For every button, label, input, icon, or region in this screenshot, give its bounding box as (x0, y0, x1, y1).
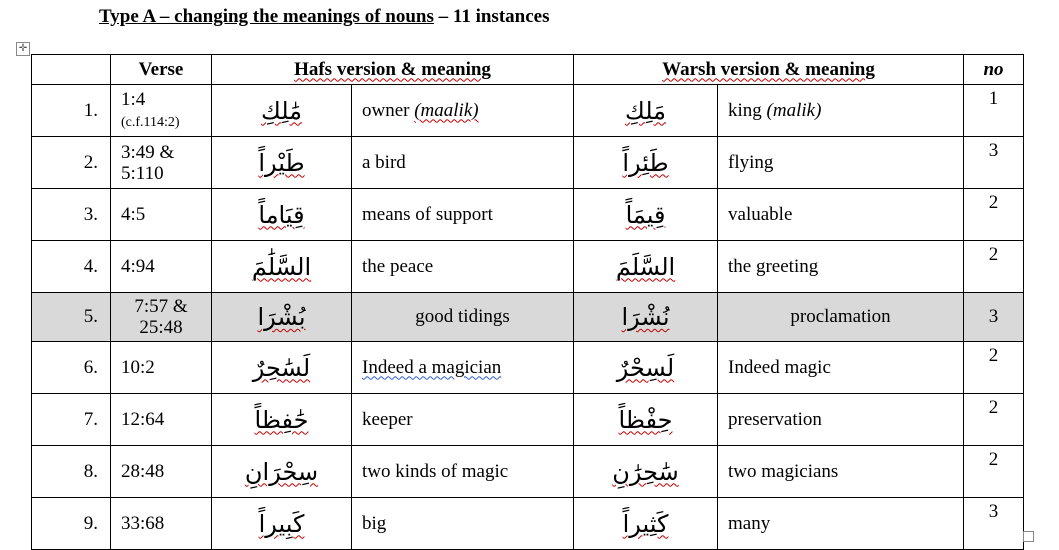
hafs-arabic-text: مَٰلِكِ (260, 96, 303, 125)
warsh-meaning (718, 137, 964, 189)
row-number: 6. (32, 342, 111, 394)
table-row (32, 189, 1024, 241)
warsh-arabic-text: طَئِراً (622, 148, 669, 177)
hafs-meaning (352, 394, 574, 446)
hafs-arabic-text: سِحْرَانِ (244, 457, 319, 486)
hafs-arabic-text: لَسَٰحِرٌ (252, 353, 311, 382)
warsh-meaning-text: king (728, 99, 767, 121)
hafs-arabic (212, 446, 352, 498)
hafs-meaning (352, 342, 574, 394)
verse-cell (111, 498, 212, 550)
hafs-meaning-text: two kinds of magic (362, 460, 509, 482)
warsh-meaning (718, 446, 964, 498)
verse-ref: 12:64 (121, 409, 165, 430)
hafs-arabic-text: قِيَاماً (258, 200, 305, 229)
row-number: 8. (32, 446, 111, 498)
hafs-arabic-text: السَّلَٰمَ (251, 252, 312, 281)
instance-count: 3 (964, 137, 1024, 189)
hafs-meaning-text: the peace (362, 255, 434, 277)
row-number: 7. (32, 394, 111, 446)
warsh-arabic-text: نُشْرَا (621, 303, 670, 331)
verse-cell (111, 293, 212, 342)
warsh-arabic (574, 446, 718, 498)
hafs-arabic (212, 342, 352, 394)
verse-ref-sub: (c.f.114:2) (121, 114, 180, 130)
warsh-meaning-text: Indeed magic (728, 356, 831, 378)
instance-count: 3 (964, 498, 1024, 550)
hafs-arabic (212, 85, 352, 137)
instance-count: 1 (964, 85, 1024, 137)
verse-ref-sub: 25:48 (139, 317, 183, 338)
table-row (32, 137, 1024, 189)
row-number: 2. (32, 137, 111, 189)
warsh-meaning (718, 394, 964, 446)
hafs-meaning (352, 189, 574, 241)
hafs-meaning-text: keeper (362, 408, 413, 430)
instance-count: 2 (964, 446, 1024, 498)
hafs-meaning-text: owner (362, 99, 415, 121)
verse-cell (111, 189, 212, 241)
warsh-meaning (718, 189, 964, 241)
header-no-label: no (983, 58, 1004, 80)
hafs-meaning (352, 241, 574, 293)
hafs-meaning (352, 446, 574, 498)
hafs-meaning (352, 137, 574, 189)
warsh-arabic-text: السَّلَمَ (615, 252, 676, 281)
hafs-meaning-text: good tidings (415, 306, 510, 327)
warsh-arabic-text: حِفْظاً (618, 405, 673, 434)
hafs-arabic-text: بُشْرَا (257, 303, 306, 331)
header-blank (32, 55, 111, 85)
table-row (32, 293, 1024, 342)
warsh-arabic-text: مَلِكِ (625, 96, 667, 125)
hafs-arabic-text: كَبِيراً (258, 509, 305, 538)
hafs-meaning-text: big (362, 512, 387, 534)
warsh-transliteration: (malik) (766, 99, 822, 121)
verse-ref: 10:2 (121, 357, 155, 378)
hafs-arabic (212, 189, 352, 241)
instance-count: 2 (964, 342, 1024, 394)
hafs-arabic-text: حَٰفِظاً (254, 405, 309, 434)
hafs-arabic (212, 241, 352, 293)
hafs-arabic (212, 137, 352, 189)
instance-count: 2 (964, 189, 1024, 241)
verse-cell (111, 342, 212, 394)
warsh-arabic (574, 394, 718, 446)
hafs-arabic (212, 394, 352, 446)
header-no (964, 55, 1024, 85)
warsh-meaning-text: valuable (728, 203, 793, 225)
hafs-meaning (352, 293, 574, 342)
verse-ref: 1:4 (121, 88, 146, 110)
hafs-meaning-text: means of support (362, 203, 493, 225)
row-number: 5. (32, 293, 111, 342)
table-resize-handle[interactable] (1023, 531, 1034, 542)
warsh-meaning-text: preservation (728, 408, 822, 430)
table-row (32, 241, 1024, 293)
warsh-arabic-text: قِيمَاً (625, 200, 666, 229)
verse-ref-sub: 5:110 (121, 162, 164, 184)
title-main: Type A – changing the meanings of nouns (99, 6, 434, 27)
warsh-meaning (718, 85, 964, 137)
readings-table (31, 54, 1024, 550)
header-hafs (212, 55, 574, 85)
verse-cell (111, 85, 212, 137)
header-warsh (574, 55, 964, 85)
warsh-meaning-text: two magicians (728, 460, 839, 482)
warsh-arabic (574, 498, 718, 550)
table-row (32, 498, 1024, 550)
title-suffix: – 11 instances (433, 6, 550, 27)
warsh-arabic (574, 189, 718, 241)
verse-ref: 7:57 & (134, 296, 188, 317)
row-number: 9. (32, 498, 111, 550)
document-title (99, 6, 549, 28)
warsh-meaning-text: flying (728, 151, 774, 173)
warsh-arabic (574, 137, 718, 189)
hafs-meaning (352, 498, 574, 550)
warsh-meaning-text: proclamation (790, 306, 891, 327)
warsh-arabic-text: لَسِحْرٌ (616, 353, 675, 382)
warsh-meaning-text: many (728, 512, 771, 534)
hafs-meaning (352, 85, 574, 137)
warsh-meaning (718, 241, 964, 293)
instance-count: 2 (964, 241, 1024, 293)
header-warsh-label: Warsh version & meaning (662, 58, 875, 80)
verse-ref: 4:94 (121, 256, 155, 277)
warsh-meaning (718, 498, 964, 550)
table-row (32, 394, 1024, 446)
verse-cell (111, 241, 212, 293)
verse-cell (111, 137, 212, 189)
table-row (32, 446, 1024, 498)
table-row (32, 342, 1024, 394)
move-cross-icon[interactable]: ✛ (16, 42, 30, 56)
warsh-meaning (718, 342, 964, 394)
warsh-arabic-text: كَثِيراً (622, 509, 669, 538)
warsh-meaning-text: the greeting (728, 255, 819, 277)
header-row (32, 55, 1024, 85)
hafs-arabic-text: طَيْراً (258, 148, 305, 177)
hafs-transliteration: (maalik) (414, 99, 479, 121)
row-number: 3. (32, 189, 111, 241)
hafs-meaning-text: Indeed a magician (362, 356, 502, 378)
warsh-arabic (574, 293, 718, 342)
instance-count: 3 (964, 293, 1024, 342)
header-verse: Verse (111, 55, 212, 85)
verse-ref: 33:68 (121, 513, 165, 534)
verse-cell (111, 446, 212, 498)
verse-ref: 28:48 (121, 461, 165, 482)
hafs-arabic (212, 498, 352, 550)
warsh-meaning (718, 293, 964, 342)
hafs-arabic (212, 293, 352, 342)
verse-cell (111, 394, 212, 446)
warsh-arabic (574, 342, 718, 394)
header-hafs-label: Hafs version & meaning (294, 58, 491, 80)
verse-ref: 4:5 (121, 204, 146, 225)
row-number: 4. (32, 241, 111, 293)
verse-ref: 3:49 & (121, 141, 175, 163)
table-row (32, 85, 1024, 137)
instance-count: 2 (964, 394, 1024, 446)
warsh-arabic (574, 241, 718, 293)
warsh-arabic (574, 85, 718, 137)
hafs-meaning-text: a bird (362, 151, 406, 173)
row-number: 1. (32, 85, 111, 137)
warsh-arabic-text: سَٰحِرَٰنِ (612, 457, 679, 486)
